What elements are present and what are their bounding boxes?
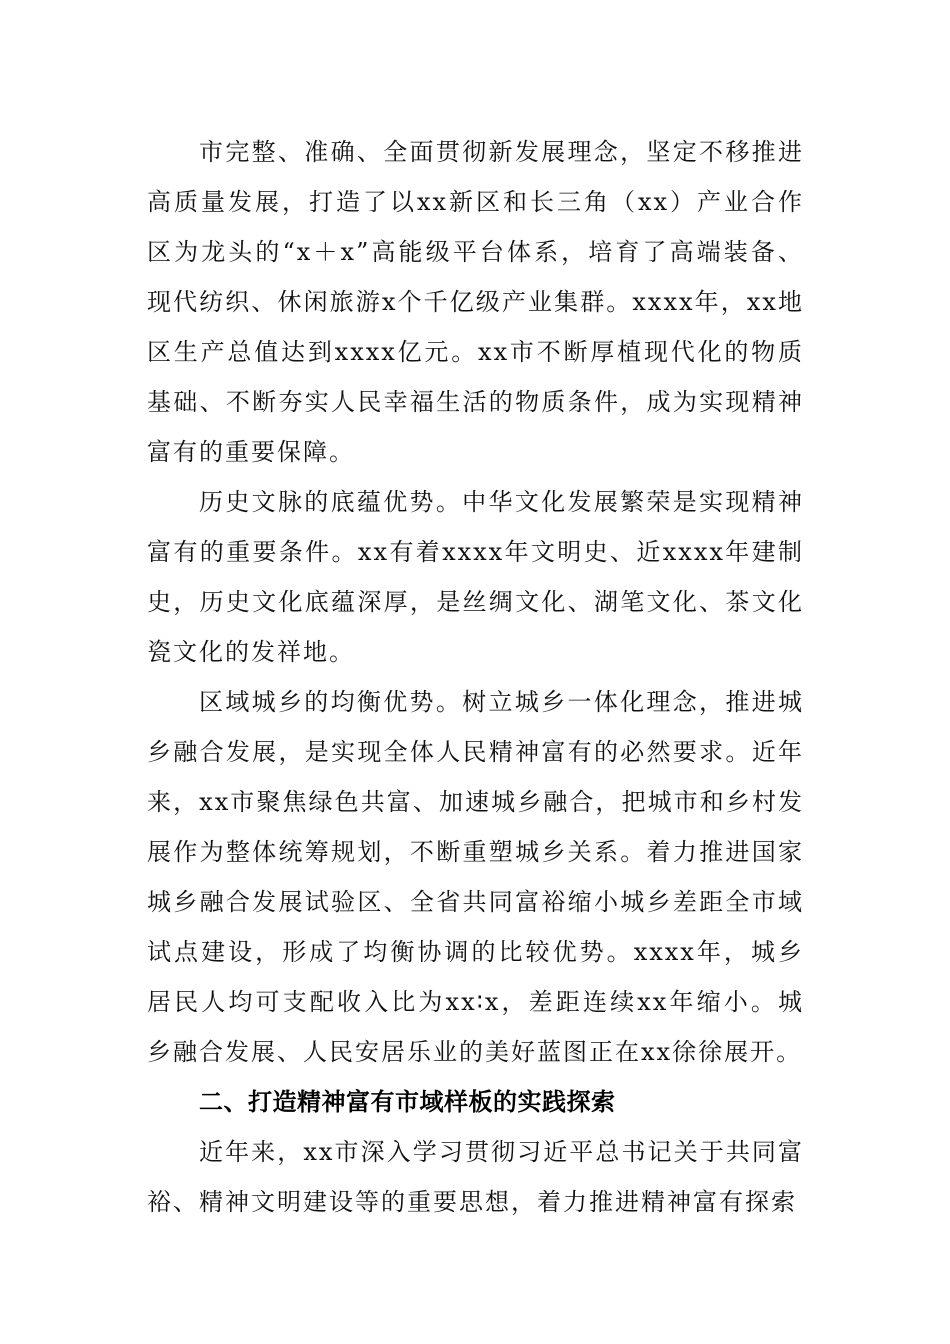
section-heading: 二、打造精神富有市域样板的实践探索 bbox=[199, 1088, 616, 1116]
document-body bbox=[147, 127, 804, 1227]
paragraph-continued: 市完整、准确、全面贯彻新发展理念，坚定不移推进高质量发展，打造了以xx新区和长三角（xx）产业合作区为龙头的“x＋x”高能级平台体系，培育了高端装备、现代纺织、休闲旅游x个千亿级产业集群。xxxx年，xx地区生产总值达到xxxx亿元。xx市不断厚植现代化的物质基础、不断夯实人民幸福生活的物质条件，成为实现精神富有的重要保障。 bbox=[147, 138, 804, 466]
paragraph-urban-rural-balance: 区域城乡的均衡优势。树立城乡一体化理念，推进城乡融合发展，是实现全体人民精神富有的必然要求。近年来，xx市聚焦绿色共富、加速城乡融合，把城市和乡村发展作为整体统筹规划，不断重塑城乡关系。着力推进国家城乡融合发展试验区、全省共同富裕缩小城乡差距全市域试点建设，形成了均衡协调的比较优势。xxxx年，城乡居民人均可支配收入比为xx∶x，差距连续xx年缩小。城乡融合发展、人民安居乐业的美好蓝图正在xx徐徐展开。 bbox=[147, 688, 804, 1066]
paragraph-practice-intro: 近年来，xx市深入学习贯彻习近平总书记关于共同富裕、精神文明建设等的重要思想，着力推进精神富有探索 bbox=[147, 1138, 804, 1216]
paragraph-cultural-heritage: 历史文脉的底蕴优势。中华文化发展繁荣是实现精神富有的重要条件。xx有着xxxx年文明史、近xxxx年建制史，历史文化底蕴深厚，是丝绸文化、湖笔文化、茶文化瓷文化的发祥地。 bbox=[147, 488, 804, 666]
